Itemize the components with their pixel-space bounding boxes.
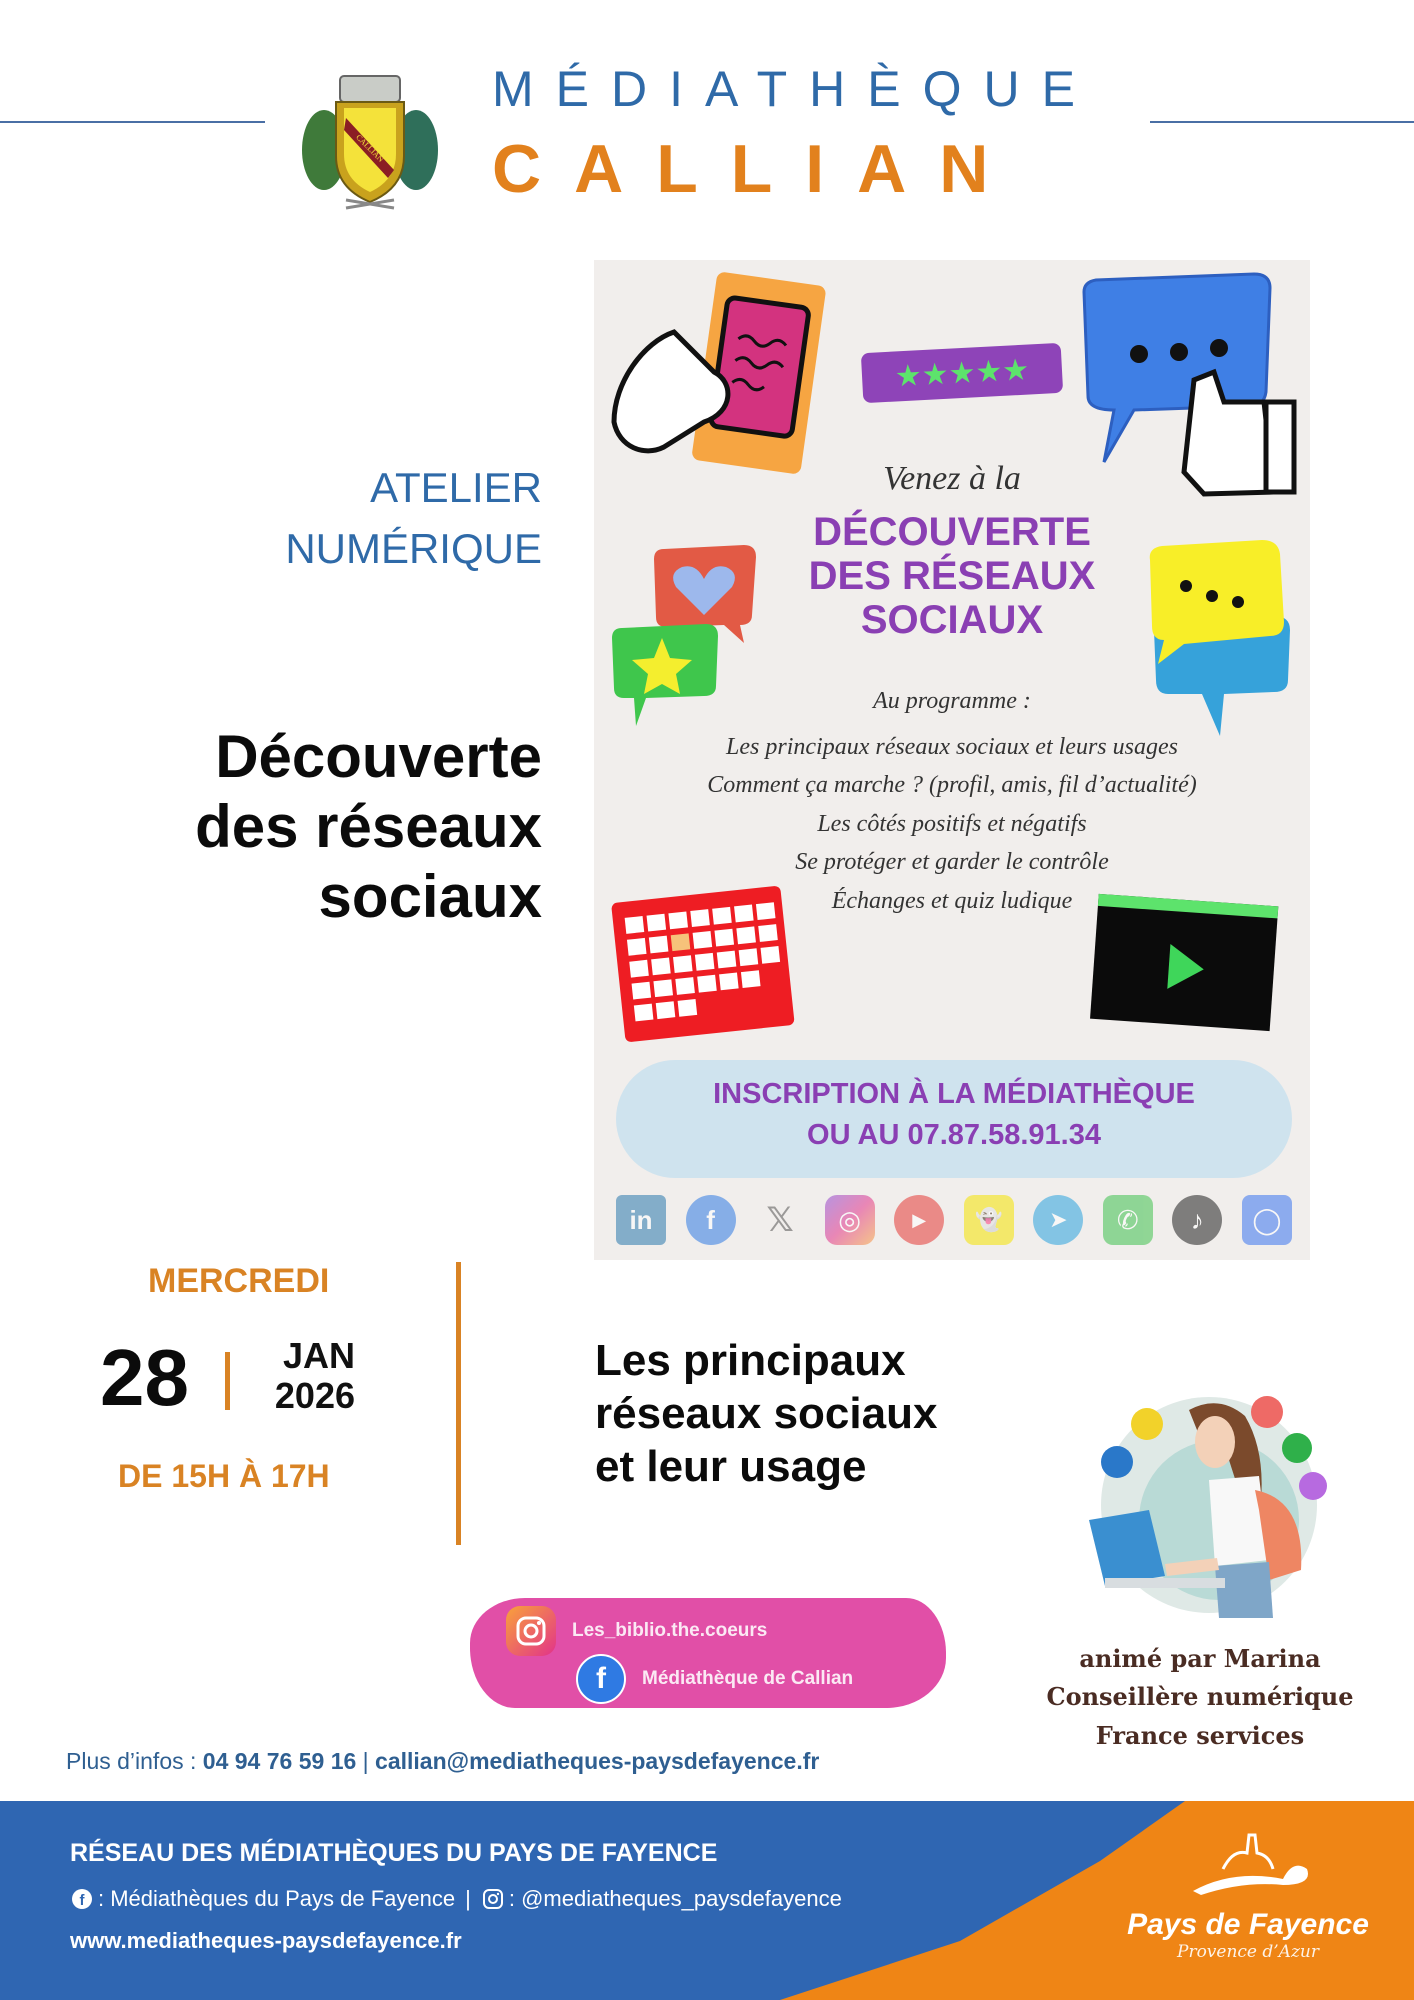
workshop-title (195, 722, 542, 933)
programme-item: Les côtés positifs et négatifs (817, 810, 1087, 837)
registration-line1: INSCRIPTION À LA MÉDIATHÈQUE (713, 1078, 1195, 1110)
programme-item: Se protéger et garder le contrôle (795, 849, 1109, 876)
library-label: MÉDIATHÈQUE (492, 61, 1097, 117)
instagram-handle-link[interactable]: Les_biblio.the.coeurs (572, 1620, 768, 1641)
event-month-year (255, 1336, 355, 1415)
youtube-icon: ▶ (894, 1195, 944, 1245)
facebook-icon: f (686, 1195, 736, 1245)
programme-heading: Au programme : (873, 688, 1031, 714)
event-weekday: MERCREDI (148, 1262, 330, 1300)
network-social (70, 1886, 842, 1912)
session-title-line: réseaux sociaux (595, 1388, 938, 1438)
whatsapp-icon: ✆ (1103, 1195, 1153, 1245)
session-title-line: Les principaux (595, 1336, 906, 1385)
coat-of-arms-icon (296, 70, 444, 210)
network-title: RÉSEAU DES MÉDIATHÈQUES DU PAYS DE FAYENCE (70, 1839, 718, 1867)
tiktok-icon: ♪ (1172, 1195, 1222, 1245)
linkedin-icon: in (616, 1195, 666, 1245)
event-month: JAN (282, 1335, 355, 1376)
contact-info (66, 1748, 819, 1775)
event-year: 2026 (274, 1374, 355, 1416)
brand-name: Pays de Fayence (1127, 1908, 1369, 1941)
session-title-line: et leur usage (595, 1441, 867, 1491)
date-separator (225, 1352, 230, 1410)
video-player-icon (1084, 890, 1284, 1040)
tablet-hand-icon (604, 272, 854, 482)
pays-de-fayence-logo (1118, 1829, 1378, 1962)
programme-item: Échanges et quiz ludique (831, 887, 1073, 914)
programme-item: Les principaux réseaux sociaux et leurs usages (726, 734, 1178, 760)
x-icon: 𝕏 (766, 1201, 794, 1239)
contact-email-link[interactable]: callian@mediatheques-paysdefayence.fr (375, 1748, 820, 1774)
registration-phone: OU AU 07.87.58.91.34 (807, 1118, 1101, 1151)
village-hill-icon (1173, 1829, 1323, 1899)
network-instagram-link[interactable]: : @mediatheques_paysdefayence (508, 1886, 842, 1911)
crest-label: CALLIAN (354, 132, 386, 164)
five-stars-rating-icon: ★★★★★ (861, 343, 1063, 403)
animator-role: Conseillère numérique (1046, 1682, 1354, 1712)
header-rule-right (1150, 121, 1414, 123)
workshop-title-line: des réseaux (195, 793, 542, 861)
signal-icon: ◯ (1242, 1195, 1292, 1245)
event-day: 28 (100, 1333, 189, 1422)
woman-with-laptop-icon (1069, 1380, 1345, 1618)
contact-separator: | (362, 1748, 369, 1774)
workshop-type (285, 458, 542, 580)
session-title (595, 1335, 937, 1493)
facebook-icon: f (576, 1654, 626, 1704)
network-separator: | (465, 1886, 471, 1911)
contact-phone[interactable]: 04 94 76 59 16 (202, 1748, 357, 1774)
library-name: CALLIAN (492, 131, 1022, 207)
event-hours: DE 15H À 17H (118, 1458, 330, 1494)
svg-text:f: f (79, 1892, 85, 1909)
workshop-type-line1: ATELIER (370, 464, 542, 511)
animator-org: France services (1095, 1720, 1305, 1750)
animator-name: animé par Marina (1079, 1644, 1321, 1673)
poster-title-line: DÉCOUVERTE (813, 510, 1091, 554)
instagram-icon (481, 1887, 505, 1911)
telegram-icon: ➤ (1033, 1195, 1083, 1245)
facebook-icon (70, 1887, 94, 1911)
snapchat-icon: 👻 (964, 1195, 1014, 1245)
library-social-links (470, 1598, 946, 1708)
workshop-title-line: sociaux (318, 863, 542, 931)
poster-intro: Venez à la (883, 460, 1021, 497)
registration-banner (616, 1060, 1292, 1178)
programme-item: Comment ça marche ? (profil, amis, fil d’actualité) (707, 772, 1197, 799)
facebook-page-link[interactable]: Médiathèque de Callian (642, 1668, 854, 1689)
social-icons-row (616, 1192, 1292, 1248)
brand-tagline: Provence d’Azur (1177, 1942, 1319, 1962)
workshop-title-line: Découverte (215, 723, 542, 790)
vertical-divider (456, 1262, 461, 1545)
workshop-type-line2: NUMÉRIQUE (285, 524, 542, 572)
footer-banner (0, 1801, 1414, 2000)
instagram-icon: ◎ (825, 1195, 875, 1245)
contact-label: Plus d’infos : (66, 1748, 197, 1774)
poster-title-line: DES RÉSEAUX (808, 554, 1096, 598)
calendar-icon (608, 880, 798, 1050)
instagram-icon (506, 1606, 556, 1656)
poster-title-line: SOCIAUX (860, 598, 1044, 642)
header-rule-left (0, 121, 265, 123)
network-website-link[interactable]: www.mediatheques-paysdefayence.fr (70, 1928, 462, 1953)
event-poster (594, 260, 1310, 1260)
network-facebook-link[interactable]: : Médiathèques du Pays de Fayence (98, 1886, 456, 1911)
animator-credit (1030, 1640, 1370, 1755)
